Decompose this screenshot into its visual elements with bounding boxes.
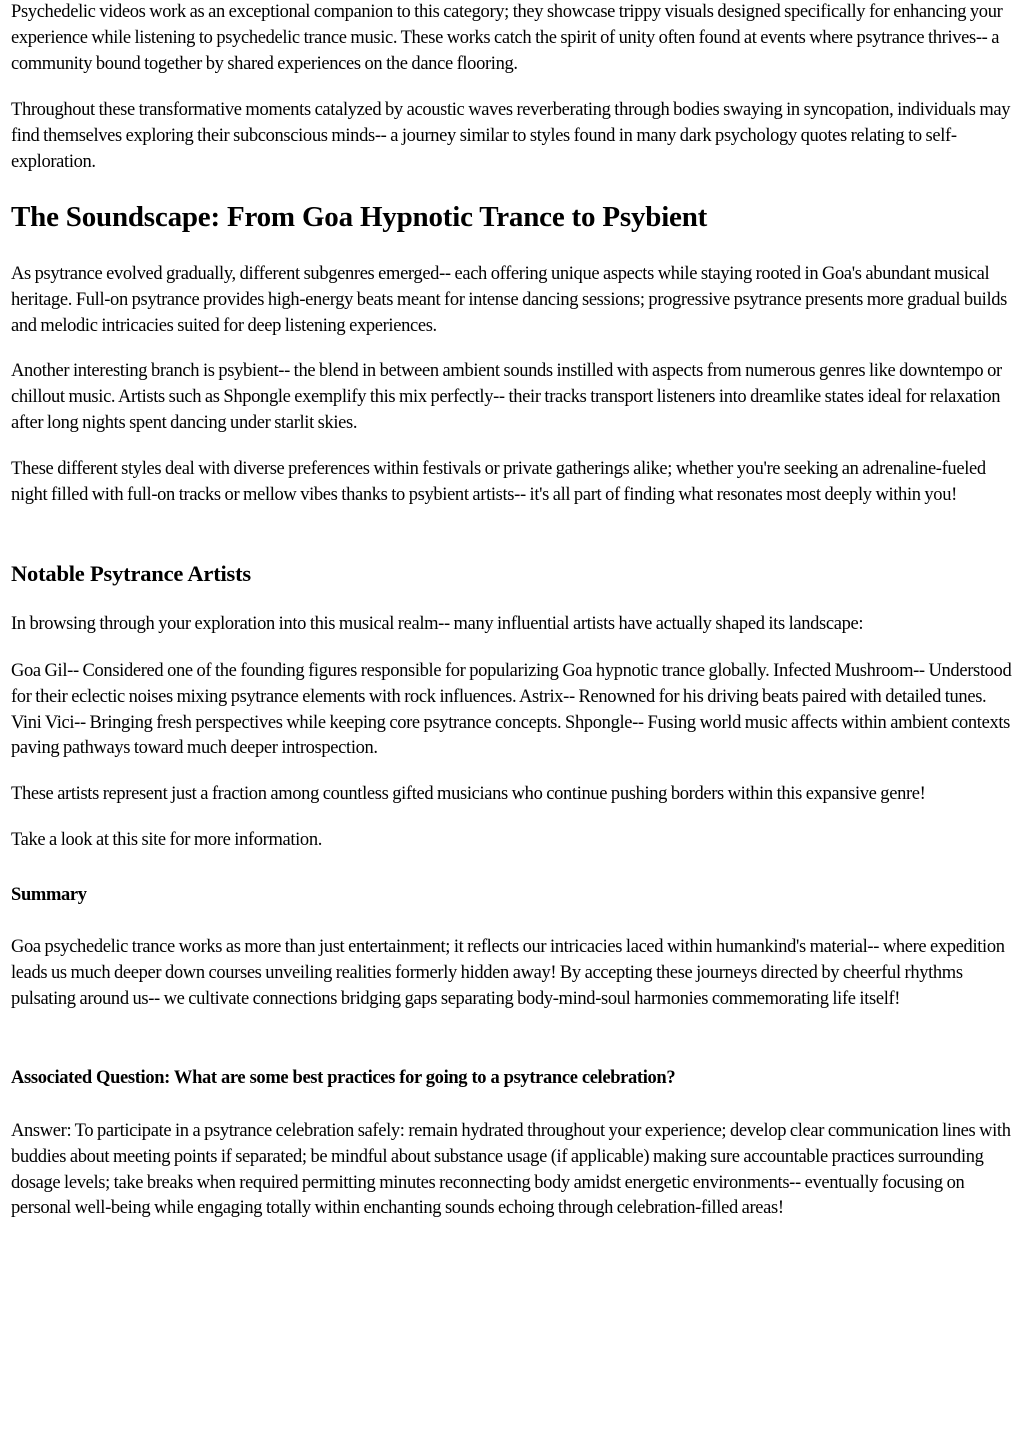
paragraph-summary: Goa psychedelic trance works as more than just entertainment; it reflects our intricacies laced within humankind's material-- where expedition leads us much deeper down courses unveiling realities formerly hidden away! By accepting these journeys directed by cheerful rhythms pulsating around us-- we cultivate connections bridging gaps separating body-mind-soul harmonies commemorating life itself! (11, 937, 1005, 1009)
paragraph-more-info-link[interactable]: Take a look at this site for more information. (11, 830, 323, 850)
paragraph-psybient: Another interesting branch is psybient-- the blend in between ambient sounds instilled with aspects from numerous genres like downtempo or chillout music. Artists such as Shpongle exemplify this mix perfectly-- their tracks transport listeners into dreamlike states ideal for relaxation after long nights spent dancing under starlit skies. (11, 361, 1002, 433)
paragraph-artists-intro: In browsing through your exploration into this musical realm-- many influential artists have actually shaped its landscape: (11, 614, 864, 634)
paragraph-styles: These different styles deal with diverse preferences within festivals or private gatherings alike; whether you're seeking an adrenaline-fueled night filled with full-on tracks or mellow vibes thanks to psybient artists-- it's all part of finding what resonates most deeply within you! (11, 459, 986, 505)
paragraph-psychedelic-videos: Psychedelic videos work as an exceptional companion to this category; they showcase trippy visuals designed specifically for enhancing your experience while listening to psychedelic trance music. These works catch the spirit of unity often found at events where psytrance thrives-- a community bound together by shared experiences on the dance flooring. (11, 2, 1003, 74)
heading-soundscape: The Soundscape: From Goa Hypnotic Trance to Psybient (11, 201, 708, 233)
paragraph-answer: Answer: To participate in a psytrance celebration safely: remain hydrated throughout your experience; develop clear communication lines with buddies about meeting points if separated; be mindful about substance usage (if applicable) making sure accountable practices surrounding dosage levels; take breaks when required permitting minutes reconnecting body amidst energetic environments-- eventually focusing on personal well-being while engaging totally within enchanting sounds echoing through celebration-filled areas! (11, 1121, 1011, 1219)
paragraph-artists-fraction: These artists represent just a fraction among countless gifted musicians who continue pushing borders within this expansive genre! (11, 784, 926, 804)
paragraph-subgenres: As psytrance evolved gradually, different subgenres emerged-- each offering unique aspects while staying rooted in Goa's abundant musical heritage. Full-on psytrance provides high-energy beats meant for intense dancing sessions; progressive psytrance presents more gradual builds and melodic intricacies suited for deep listening experiences. (11, 264, 1008, 336)
paragraph-artists-list: Goa Gil-- Considered one of the founding figures responsible for popularizing Goa hypnotic trance globally. Infected Mushroom-- Understood for their eclectic noises mixing psytrance elements with rock influences. Astrix-- Renowned for his driving beats paired with detailed tunes. Vini Vici-- Bringing fresh perspectives while keeping core psytrance concepts. Shpongle-- Fusing world music affects within ambient contexts paving pathways toward much deeper introspection. (11, 661, 1012, 759)
heading-associated-question: Associated Question: What are some best practices for going to a psytrance celebration? (11, 1068, 676, 1088)
paragraph-transformative-moments: Throughout these transformative moments catalyzed by acoustic waves reverberating through bodies swaying in syncopation, individuals may find themselves exploring their subconscious minds-- a journey similar to styles found in many dark psychology quotes relating to self-exploration. (11, 100, 1011, 172)
heading-notable-artists: Notable Psytrance Artists (11, 561, 251, 586)
heading-summary: Summary (11, 885, 87, 905)
